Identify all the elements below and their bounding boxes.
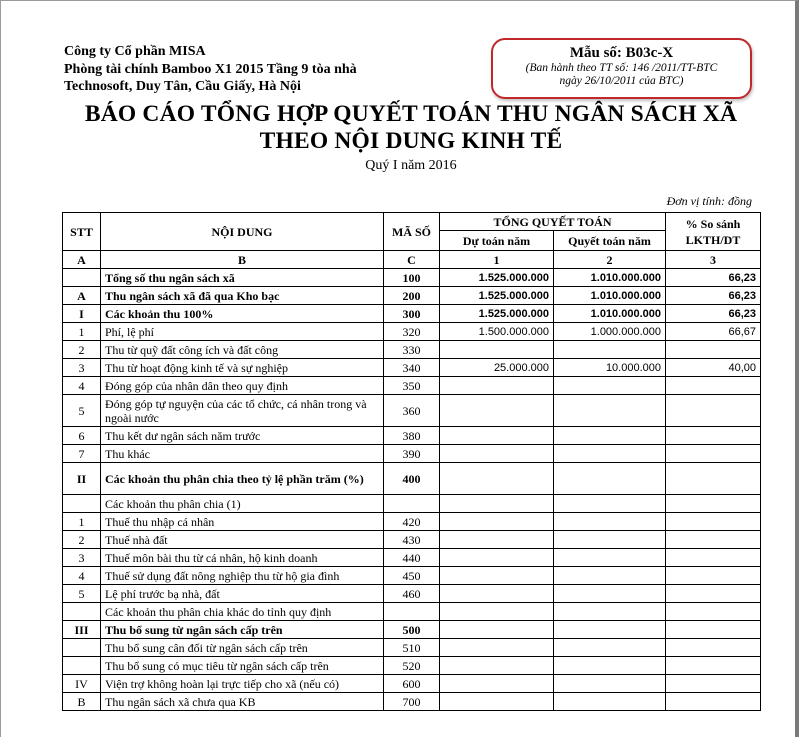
row-settled [554, 567, 666, 585]
table-row [63, 531, 761, 549]
report-title-line1: BÁO CÁO TỔNG HỢP QUYẾT TOÁN THU NGÂN SÁCH XÃ [84, 101, 738, 127]
row-content: Các khoản thu 100% [101, 305, 384, 323]
table-row [63, 567, 761, 585]
row-budget [440, 377, 554, 395]
row-content: Thu bổ sung cân đối từ ngân sách cấp trên [101, 639, 384, 657]
row-content: Các khoản thu phân chia (1) [101, 495, 384, 513]
row-percent [666, 495, 761, 513]
row-code: 340 [384, 359, 440, 377]
table-row [63, 675, 761, 693]
row-stt [63, 639, 101, 657]
row-budget [440, 531, 554, 549]
row-stt: 1 [63, 323, 101, 341]
row-budget [440, 427, 554, 445]
row-code: 350 [384, 377, 440, 395]
row-percent [666, 567, 761, 585]
form-issued-line2: ngày 26/10/2011 của BTC) [559, 75, 684, 87]
row-content: Thu bổ sung có mục tiêu từ ngân sách cấp trên [101, 657, 384, 675]
row-content: Đóng góp tự nguyện của các tổ chức, cá nhân trong và ngoài nước [101, 395, 384, 427]
row-stt: 4 [63, 377, 101, 395]
row-settled [554, 639, 666, 657]
row-budget [440, 621, 554, 639]
row-budget [440, 445, 554, 463]
table-row [63, 495, 761, 513]
row-budget [440, 495, 554, 513]
form-issued-line1: (Ban hành theo TT số: 146 /2011/TT-BTC [525, 62, 718, 74]
row-budget [440, 603, 554, 621]
header-settled: Quyết toán năm [554, 231, 666, 251]
row-stt: 5 [63, 585, 101, 603]
row-stt: I [63, 305, 101, 323]
row-content: Thu bổ sung từ ngân sách cấp trên [101, 621, 384, 639]
row-budget [440, 657, 554, 675]
row-stt: IV [63, 675, 101, 693]
row-stt [63, 269, 101, 287]
row-code: 430 [384, 531, 440, 549]
header-budget: Dự toán năm [440, 231, 554, 251]
row-percent [666, 427, 761, 445]
row-percent: 66,23 [666, 305, 761, 323]
row-code: 450 [384, 567, 440, 585]
row-settled [554, 585, 666, 603]
row-percent: 66,23 [666, 269, 761, 287]
row-budget [440, 693, 554, 711]
row-percent [666, 693, 761, 711]
table-row [63, 323, 761, 341]
revenue-table [62, 212, 761, 711]
company-block [64, 43, 357, 96]
row-code: 700 [384, 693, 440, 711]
row-budget [440, 567, 554, 585]
row-content: Tổng số thu ngân sách xã [101, 269, 384, 287]
row-budget: 1.525.000.000 [440, 287, 554, 305]
header-compare: % So sánh LKTH/DT [666, 213, 761, 251]
row-stt: 3 [63, 549, 101, 567]
row-content: Thuế nhà đất [101, 531, 384, 549]
row-code: 200 [384, 287, 440, 305]
row-stt: 2 [63, 341, 101, 359]
table-row [63, 359, 761, 377]
report-period: Quý I năm 2016 [365, 158, 457, 173]
currency-unit: Đơn vị tính: đồng [666, 194, 752, 208]
row-content: Lệ phí trước bạ nhà, đất [101, 585, 384, 603]
row-code: 390 [384, 445, 440, 463]
row-budget [440, 341, 554, 359]
row-percent [666, 341, 761, 359]
row-budget [440, 395, 554, 427]
table-row [63, 269, 761, 287]
row-content: Thu từ hoạt động kinh tế và sự nghiệp [101, 359, 384, 377]
table-row [63, 639, 761, 657]
row-percent [666, 549, 761, 567]
row-percent [666, 585, 761, 603]
row-percent [666, 395, 761, 427]
row-code [384, 495, 440, 513]
row-content: Các khoản thu phân chia theo tỷ lệ phần trăm (%) [101, 463, 384, 495]
row-code: 380 [384, 427, 440, 445]
row-percent [666, 621, 761, 639]
row-stt: 1 [63, 513, 101, 531]
row-percent [666, 531, 761, 549]
company-address-line2: Technosoft, Duy Tân, Cầu Giấy, Hà Nội [64, 79, 301, 94]
row-budget [440, 675, 554, 693]
form-number: Mẫu số: B03c-X [569, 45, 674, 61]
row-settled [554, 377, 666, 395]
row-percent [666, 603, 761, 621]
row-code: 400 [384, 463, 440, 495]
row-content: Thu kết dư ngân sách năm trước [101, 427, 384, 445]
row-percent: 40,00 [666, 359, 761, 377]
row-content: Thuế môn bài thu từ cá nhân, hộ kinh doanh [101, 549, 384, 567]
letter-1: 1 [440, 251, 554, 269]
company-name: Công ty Cổ phần MISA [64, 44, 206, 59]
row-settled: 1.010.000.000 [554, 287, 666, 305]
table-row [63, 305, 761, 323]
row-code: 330 [384, 341, 440, 359]
row-budget: 1.500.000.000 [440, 323, 554, 341]
row-settled: 1.010.000.000 [554, 269, 666, 287]
row-code: 440 [384, 549, 440, 567]
row-settled: 10.000.000 [554, 359, 666, 377]
row-settled [554, 463, 666, 495]
row-stt: III [63, 621, 101, 639]
letter-3: 3 [666, 251, 761, 269]
form-number-box [491, 38, 752, 99]
row-settled [554, 427, 666, 445]
row-settled [554, 549, 666, 567]
row-budget [440, 585, 554, 603]
row-code: 300 [384, 305, 440, 323]
row-code: 460 [384, 585, 440, 603]
table-row [63, 603, 761, 621]
row-content: Thu ngân sách xã đã qua Kho bạc [101, 287, 384, 305]
row-content: Các khoản thu phân chia khác do tỉnh quy định [101, 603, 384, 621]
row-stt: 5 [63, 395, 101, 427]
row-stt: 4 [63, 567, 101, 585]
column-letter-row [63, 251, 761, 269]
row-code: 420 [384, 513, 440, 531]
row-percent [666, 639, 761, 657]
row-percent [666, 377, 761, 395]
row-stt [63, 657, 101, 675]
row-settled [554, 675, 666, 693]
row-budget: 1.525.000.000 [440, 269, 554, 287]
row-budget [440, 549, 554, 567]
table-row [63, 621, 761, 639]
company-address-line1: Phòng tài chính Bamboo X1 2015 Tầng 9 tòa nhà [64, 61, 357, 77]
row-budget [440, 463, 554, 495]
letter-a: A [63, 251, 101, 269]
table-row [63, 377, 761, 395]
header-stt: STT [63, 213, 101, 251]
table-row [63, 585, 761, 603]
row-percent [666, 657, 761, 675]
row-settled: 1.010.000.000 [554, 305, 666, 323]
row-percent [666, 445, 761, 463]
row-content: Thuế sử dụng đất nông nghiệp thu từ hộ gia đình [101, 567, 384, 585]
table-row [63, 549, 761, 567]
row-stt: 3 [63, 359, 101, 377]
row-stt [63, 495, 101, 513]
row-content: Thu ngân sách xã chưa qua KB [101, 693, 384, 711]
header-content: NỘI DUNG [101, 213, 384, 251]
row-settled [554, 445, 666, 463]
row-settled [554, 621, 666, 639]
row-settled [554, 531, 666, 549]
letter-b: B [101, 251, 384, 269]
row-stt: 7 [63, 445, 101, 463]
row-code: 360 [384, 395, 440, 427]
table-body [63, 269, 761, 711]
row-content: Phí, lệ phí [101, 323, 384, 341]
row-code: 600 [384, 675, 440, 693]
table-row [63, 341, 761, 359]
row-content: Thu khác [101, 445, 384, 463]
row-stt: 6 [63, 427, 101, 445]
row-percent [666, 463, 761, 495]
table-row [63, 427, 761, 445]
table-row [63, 693, 761, 711]
row-settled [554, 693, 666, 711]
table-row [63, 445, 761, 463]
row-settled [554, 657, 666, 675]
row-settled [554, 395, 666, 427]
letter-c: C [384, 251, 440, 269]
table-row [63, 287, 761, 305]
row-code: 510 [384, 639, 440, 657]
row-stt: 2 [63, 531, 101, 549]
report-title-line2: THEO NỘI DUNG KINH TẾ [259, 128, 563, 154]
row-settled [554, 603, 666, 621]
row-code [384, 603, 440, 621]
row-budget: 1.525.000.000 [440, 305, 554, 323]
table-row [63, 463, 761, 495]
row-code: 320 [384, 323, 440, 341]
row-stt: B [63, 693, 101, 711]
row-code: 100 [384, 269, 440, 287]
header-code: MÃ SỐ [384, 213, 440, 251]
header-total: TỔNG QUYẾT TOÁN [440, 213, 666, 231]
row-content: Đóng góp của nhân dân theo quy định [101, 377, 384, 395]
table-row [63, 657, 761, 675]
row-percent [666, 675, 761, 693]
row-stt [63, 603, 101, 621]
row-settled [554, 495, 666, 513]
row-budget: 25.000.000 [440, 359, 554, 377]
row-content: Thuế thu nhập cá nhân [101, 513, 384, 531]
row-budget [440, 513, 554, 531]
row-code: 500 [384, 621, 440, 639]
table-row [63, 395, 761, 427]
row-percent [666, 513, 761, 531]
row-code: 520 [384, 657, 440, 675]
row-percent: 66,67 [666, 323, 761, 341]
row-budget [440, 639, 554, 657]
row-content: Thu từ quỹ đất công ích và đất công [101, 341, 384, 359]
row-settled [554, 513, 666, 531]
row-stt: A [63, 287, 101, 305]
letter-2: 2 [554, 251, 666, 269]
table-row [63, 513, 761, 531]
row-stt: II [63, 463, 101, 495]
row-settled: 1.000.000.000 [554, 323, 666, 341]
row-settled [554, 341, 666, 359]
row-content: Viện trợ không hoàn lại trực tiếp cho xã (nếu có) [101, 675, 384, 693]
row-percent: 66,23 [666, 287, 761, 305]
